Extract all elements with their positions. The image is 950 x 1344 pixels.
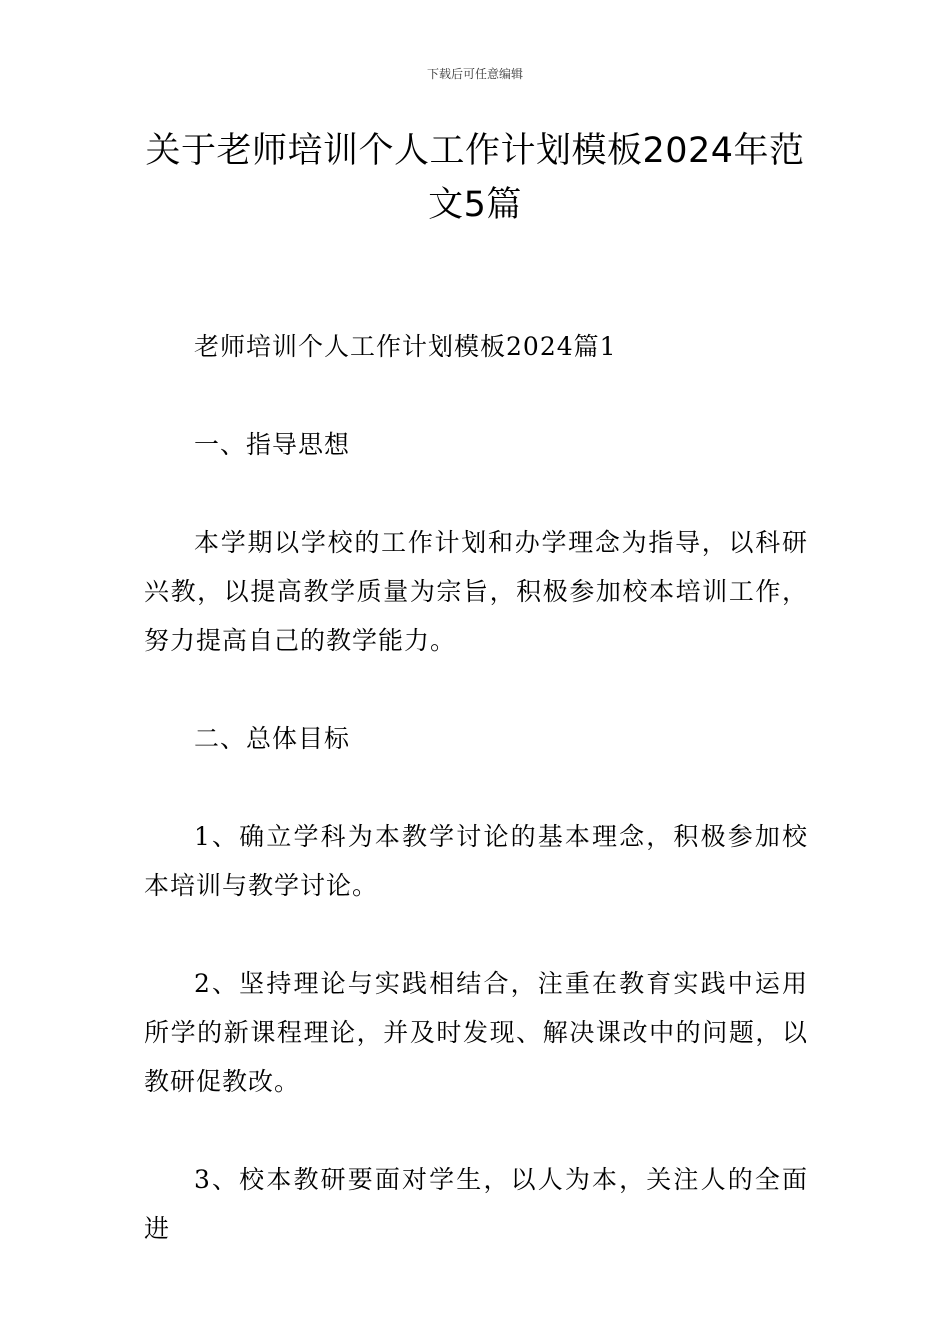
section-heading-plan-1: 老师培训个人工作计划模板2024篇1 bbox=[194, 332, 617, 361]
list-item-goal-1: 1、确立学科为本教学讨论的基本理念，积极参加校本培训与教学讨论。 bbox=[144, 822, 808, 900]
section-heading-overall-goals: 二、总体目标 bbox=[194, 724, 351, 753]
list-item-goal-3: 3、校本教研要面对学生，以人为本，关注人的全面进 bbox=[144, 1165, 808, 1243]
header-note: 下载后可任意编辑 bbox=[426, 67, 523, 81]
section-heading-guiding-ideology: 一、指导思想 bbox=[194, 430, 351, 459]
list-item-goal-2: 2、坚持理论与实践相结合，注重在教育实践中运用所学的新课程理论，并及时发现、解决课改中的问题，以教研促教改。 bbox=[144, 969, 808, 1096]
body-paragraph: 本学期以学校的工作计划和办学理念为指导，以科研兴教，以提高教学质量为宗旨，积极参加校本培训工作，努力提高自己的教学能力。 bbox=[144, 528, 808, 655]
document-body bbox=[144, 322, 808, 1302]
document-title: 关于老师培训个人工作计划模板2024年范文5篇 bbox=[145, 131, 805, 225]
